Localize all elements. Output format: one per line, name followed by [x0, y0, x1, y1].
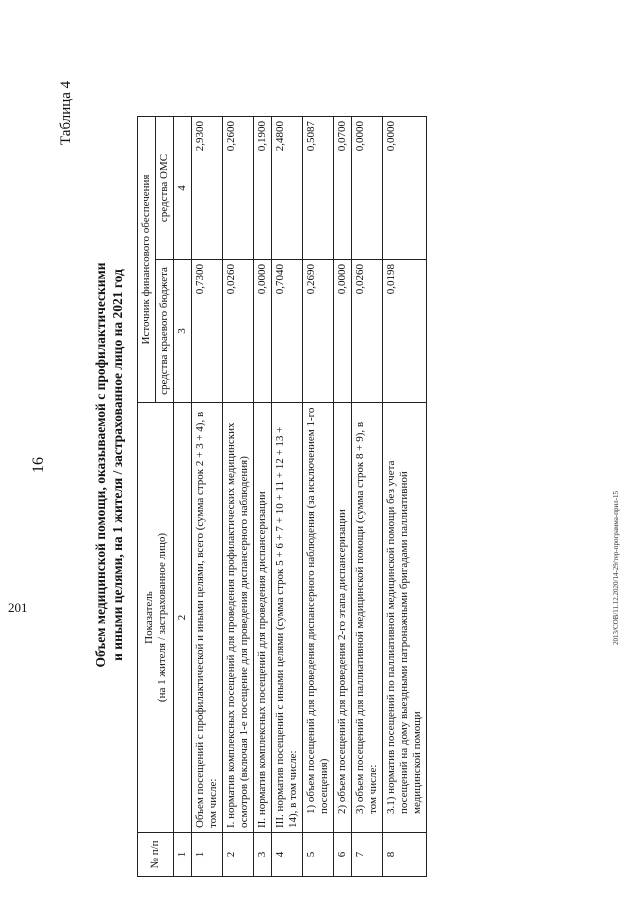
row-no: 7 [352, 833, 383, 877]
row-budget: 0,0260 [223, 260, 254, 403]
table-row [223, 117, 254, 877]
row-indicator: 3.1) норматив посещений по паллиативной медицинской помощи без учета посещений на дому выездными патронажными бригадами паллиативной медицинской помощи [383, 403, 427, 833]
header-source: Источник финансового обеспечения [138, 117, 156, 403]
row-oms: 0,0000 [383, 117, 427, 260]
column-number: 4 [174, 117, 192, 260]
header-no: № п/п [138, 833, 174, 877]
row-budget: 0,0198 [383, 260, 427, 403]
table-label: Таблица 4 [58, 80, 74, 145]
table-row [352, 117, 383, 877]
row-oms: 0,0000 [352, 117, 383, 260]
table-row [303, 117, 334, 877]
row-no: 1 [192, 833, 223, 877]
page-number: 16 [30, 457, 47, 473]
row-oms: 0,5087 [303, 117, 334, 260]
table-row [383, 117, 427, 877]
row-indicator: III. норматив посещений с иными целями (сумма строк 5 + 6 + 7 + 10 + 11 + 12 + 13 + 14), в том числе: [272, 403, 303, 833]
header-indicator-line: Показатель [142, 591, 155, 644]
row-oms: 0,0700 [334, 117, 352, 260]
title-line: Объем медицинской помощи, оказываемой с профилактическими [93, 262, 108, 668]
row-indicator: 3) объем посещений для паллиативной медицинской помощи (сумма строк 8 + 9), в том числе: [352, 403, 383, 833]
row-budget: 0,0260 [352, 260, 383, 403]
header-indicator [138, 403, 174, 833]
table-row [192, 117, 223, 877]
row-no: 2 [223, 833, 254, 877]
row-oms: 0,1900 [254, 117, 272, 260]
row-indicator: 1) объем посещений для проведения диспансерного наблюдения (за исключением 1-го посещения) [303, 403, 334, 833]
header-indicator-line: (на 1 жителя / застрахованное лицо) [155, 532, 168, 703]
column-number: 2 [174, 403, 192, 833]
row-budget: 0,7040 [272, 260, 303, 403]
column-number-row [174, 117, 192, 877]
row-no: 3 [254, 833, 272, 877]
document-title [92, 165, 126, 765]
sheet-number: 201 [8, 600, 28, 615]
table-row [334, 117, 352, 877]
row-no: 8 [383, 833, 427, 877]
header-oms: средства ОМС [156, 117, 174, 260]
table-row [254, 117, 272, 877]
column-number: 1 [174, 833, 192, 877]
column-number: 3 [174, 260, 192, 403]
row-budget: 0,7300 [192, 260, 223, 403]
row-oms: 2,9300 [192, 117, 223, 260]
row-indicator: II. норматив комплексных посещений для проведения диспансеризации [254, 403, 272, 833]
row-no: 6 [334, 833, 352, 877]
row-no: 4 [272, 833, 303, 877]
row-oms: 2,4800 [272, 117, 303, 260]
document-stamp: 2013/СОВ/11.12.2020/14-29/тер-программа-прил-15 [612, 490, 620, 645]
row-indicator: 2) объем посещений для проведения 2-го этапа диспансеризации [334, 403, 352, 833]
row-budget: 0,2690 [303, 260, 334, 403]
title-line: и иными целями, на 1 жителя / застрахованное лицо на 2021 год [110, 269, 125, 661]
row-oms: 0,2600 [223, 117, 254, 260]
table-row [272, 117, 303, 877]
header-budget: средства краевого бюджета [156, 260, 174, 403]
row-indicator: Объем посещений с профилактической и иными целями, всего (сумма строк 2 + 3 + 4), в том числе: [192, 403, 223, 833]
row-no: 5 [303, 833, 334, 877]
volume-table [137, 116, 427, 877]
row-budget: 0,0000 [334, 260, 352, 403]
row-indicator: I. норматив комплексных посещений для проведения профилактических медицинских осмотров (включая 1-е посещение для проведения диспансерного наблюдения) [223, 403, 254, 833]
row-budget: 0,0000 [254, 260, 272, 403]
